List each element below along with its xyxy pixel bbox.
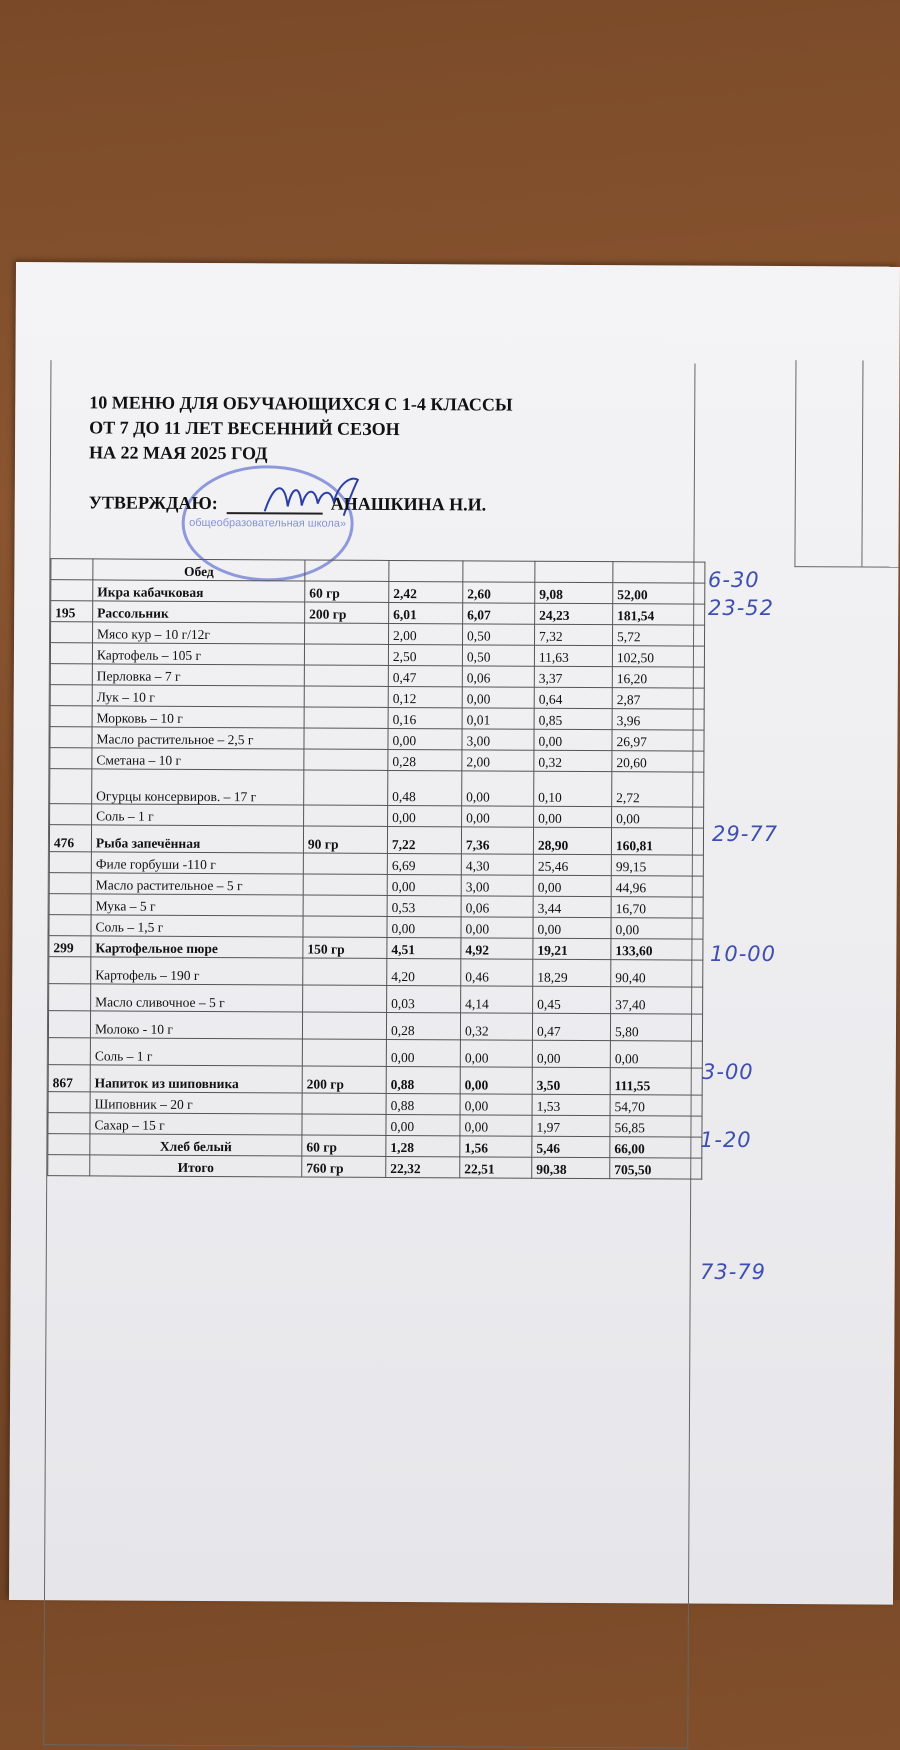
dish-code	[48, 1134, 90, 1155]
value-4: 54,70	[610, 1095, 702, 1116]
value-4: 0,00	[612, 807, 704, 828]
value-3: 0,00	[532, 1040, 610, 1067]
value-1: 0,00	[387, 916, 461, 937]
value-2: 0,00	[462, 771, 534, 806]
portion	[302, 1114, 386, 1135]
value-3: 0,00	[533, 917, 611, 938]
value-2: 0,46	[461, 959, 533, 986]
value-1: 7,22	[387, 826, 461, 853]
dish-name: Итого	[90, 1155, 302, 1177]
value-4: 111,55	[610, 1068, 702, 1095]
value-2: 4,92	[461, 938, 533, 959]
portion	[302, 1012, 386, 1039]
dish-code	[50, 664, 92, 685]
menu-table	[47, 558, 705, 1179]
dish-code	[50, 706, 92, 727]
dish-name: Икра кабачковая	[93, 580, 305, 602]
dish-name: Лук – 10 г	[92, 685, 304, 707]
value-4: 160,81	[611, 828, 703, 855]
dish-name: Огурцы консервиров. – 17 г	[92, 769, 304, 805]
dish-code	[50, 748, 92, 769]
heading-line-3: НА 22 МАЯ 2025 ГОД	[88, 442, 268, 464]
value-1: 6,69	[387, 853, 461, 874]
value-3: 11,63	[534, 645, 612, 666]
value-3: 19,21	[533, 938, 611, 959]
frame-bottom-line	[43, 1744, 688, 1748]
dish-code	[50, 685, 92, 706]
value-2: 0,06	[462, 666, 534, 687]
value-2: 4,14	[461, 986, 533, 1013]
handwritten-price: 29-77	[712, 822, 779, 846]
value-3: 28,90	[533, 827, 611, 854]
table-row	[50, 664, 704, 688]
value-1: 2,42	[389, 581, 463, 602]
dish-name: Мясо кур – 10 г/12г	[93, 622, 305, 644]
dish-code	[48, 1092, 90, 1113]
table-row	[50, 804, 704, 828]
dish-code: 299	[49, 936, 91, 957]
value-2: 4,30	[461, 854, 533, 875]
dish-code	[51, 580, 93, 601]
value-2: 3,00	[461, 875, 533, 896]
dish-name: Рассольник	[93, 601, 305, 623]
value-3: 0,47	[532, 1013, 610, 1040]
value-1: 0,88	[386, 1093, 460, 1114]
value-4: 90,40	[611, 960, 703, 987]
value-3: 1,53	[532, 1094, 610, 1115]
value-3: 0,10	[534, 771, 612, 806]
dish-name: Масло растительное – 5 г	[91, 873, 303, 895]
dish-code: 195	[51, 601, 93, 622]
table-row	[48, 1065, 702, 1095]
dish-name: Морковь – 10 г	[92, 706, 304, 728]
dish-name: Рыба запечённая	[91, 825, 303, 853]
value-3: 9,08	[535, 582, 613, 603]
portion	[304, 728, 388, 749]
table-row	[50, 685, 704, 709]
value-1: 22,32	[386, 1156, 460, 1177]
dish-name: Сметана – 10 г	[92, 748, 304, 770]
signature-line	[226, 511, 322, 515]
value-4: 20,60	[612, 751, 704, 772]
menu-heading	[89, 390, 513, 467]
value-2: 0,50	[462, 645, 534, 666]
dish-code	[49, 873, 91, 894]
approval-line	[89, 492, 486, 515]
dish-name: Масло растительное – 2,5 г	[92, 727, 304, 749]
dish-code	[49, 984, 91, 1011]
value-2: 0,50	[463, 624, 535, 645]
value-2: 2,60	[463, 582, 535, 603]
handwritten-price: 3-00	[702, 1060, 754, 1084]
value-3: 3,37	[534, 666, 612, 687]
value-4: 3,96	[612, 709, 704, 730]
value-4: 5,80	[610, 1014, 702, 1041]
table-row	[51, 601, 705, 625]
dish-name: Мука – 5 г	[91, 894, 303, 916]
portion	[304, 805, 388, 826]
value-3: 0,00	[533, 875, 611, 896]
dish-code	[51, 622, 93, 643]
value-4: 56,85	[610, 1116, 702, 1137]
value-2: 0,00	[460, 1040, 532, 1067]
dish-name: Шиповник – 20 г	[90, 1092, 302, 1114]
dish-code	[48, 1113, 90, 1134]
value-3: 7,32	[535, 624, 613, 645]
dish-name: Напиток из шиповника	[90, 1065, 302, 1093]
table-row	[49, 984, 703, 1014]
value-4: 52,00	[613, 583, 705, 604]
value-1: 6,01	[389, 602, 463, 623]
table-row	[48, 1155, 702, 1179]
portion	[303, 958, 387, 985]
value-3: 25,46	[533, 854, 611, 875]
approver-name: АНАШКИНА Н.И.	[330, 493, 487, 515]
value-1: 0,48	[388, 770, 462, 805]
dish-code	[48, 1011, 90, 1038]
value-4: 16,20	[612, 667, 704, 688]
portion	[302, 1039, 386, 1066]
value-1: 0,00	[386, 1039, 460, 1066]
value-3: 0,45	[533, 986, 611, 1013]
value-4: 0,00	[611, 918, 703, 939]
side-box-divider	[861, 360, 863, 566]
value-4: 44,96	[611, 876, 703, 897]
table-row	[49, 825, 703, 855]
value-4: 2,87	[612, 688, 704, 709]
portion: 60 гр	[302, 1135, 386, 1156]
value-1: 0,00	[388, 805, 462, 826]
portion	[304, 707, 388, 728]
dish-name: Картофель – 105 г	[92, 643, 304, 665]
value-2: 3,00	[462, 729, 534, 750]
table-row	[50, 769, 704, 807]
value-1: 0,28	[386, 1012, 460, 1039]
value-4: 705,50	[610, 1158, 702, 1179]
dish-name: Соль – 1,5 г	[91, 915, 303, 937]
table-row	[48, 1038, 702, 1068]
dish-name: Филе горбуши -110 г	[91, 852, 303, 874]
handwritten-price: 1-20	[700, 1128, 752, 1152]
value-1: 2,00	[389, 623, 463, 644]
value-1: 0,00	[386, 1114, 460, 1135]
portion	[303, 853, 387, 874]
value-4: 0,00	[610, 1041, 702, 1068]
table-row	[49, 915, 703, 939]
table-row	[49, 894, 703, 918]
value-4: 26,97	[612, 730, 704, 751]
value-4: 99,15	[611, 855, 703, 876]
dish-name: Масло сливочное – 5 г	[91, 984, 303, 1012]
table-row	[51, 580, 705, 604]
heading-line-2: ОТ 7 ДО 11 ЛЕТ ВЕСЕННИЙ СЕЗОН	[89, 417, 400, 440]
value-1: 2,50	[388, 644, 462, 665]
portion	[304, 749, 388, 770]
handwritten-price: 6-30	[708, 568, 760, 592]
handwritten-price: 23-52	[708, 596, 775, 620]
value-2: 1,56	[460, 1136, 532, 1157]
table-row	[48, 1011, 702, 1041]
value-1: 0,12	[388, 686, 462, 707]
stamp-text: общеобразовательная школа»	[189, 516, 347, 530]
dish-name: Картофель – 190 г	[91, 957, 303, 985]
value-4: 102,50	[612, 646, 704, 667]
side-box	[794, 360, 900, 568]
value-2: 0,00	[460, 1115, 532, 1136]
value-4: 2,72	[612, 772, 704, 807]
value-4: 37,40	[611, 987, 703, 1014]
value-1: 0,03	[387, 985, 461, 1012]
table-row	[51, 622, 705, 646]
portion	[304, 770, 388, 805]
value-2: 0,00	[460, 1067, 532, 1094]
value-2: 0,00	[460, 1094, 532, 1115]
value-2: 0,00	[462, 806, 534, 827]
value-3: 18,29	[533, 959, 611, 986]
value-3: 0,85	[534, 708, 612, 729]
dish-code	[49, 915, 91, 936]
value-2: 0,00	[461, 917, 533, 938]
dish-code	[49, 852, 91, 873]
portion	[302, 1093, 386, 1114]
dish-name: Картофельное пюре	[91, 936, 303, 958]
value-4: 5,72	[612, 625, 704, 646]
dish-code	[50, 804, 92, 825]
value-1: 0,16	[388, 707, 462, 728]
portion	[303, 874, 387, 895]
table-row	[48, 1113, 702, 1137]
value-3: 1,97	[532, 1115, 610, 1136]
handwritten-price: 10-00	[710, 942, 777, 966]
table-row	[50, 643, 704, 667]
table-row	[49, 873, 703, 897]
portion	[305, 623, 389, 644]
value-2: 7,36	[461, 827, 533, 854]
handwritten-price: 73-79	[700, 1260, 767, 1284]
value-1: 4,51	[387, 937, 461, 958]
value-1: 0,47	[388, 665, 462, 686]
dish-code	[48, 1155, 90, 1176]
portion	[304, 644, 388, 665]
value-2: 0,01	[462, 708, 534, 729]
portion: 90 гр	[303, 826, 387, 853]
table-row	[50, 706, 704, 730]
value-4: 16,70	[611, 897, 703, 918]
value-3: 0,00	[534, 729, 612, 750]
portion: 150 гр	[303, 937, 387, 958]
dish-name: Соль – 1 г	[92, 804, 304, 826]
value-2: 0,00	[462, 687, 534, 708]
dish-code	[50, 769, 92, 804]
portion: 200 гр	[305, 602, 389, 623]
table-row	[49, 957, 703, 987]
value-3: 0,64	[534, 687, 612, 708]
value-3: 0,00	[534, 806, 612, 827]
value-2: 0,32	[460, 1013, 532, 1040]
value-1: 0,00	[387, 874, 461, 895]
value-3: 24,23	[535, 603, 613, 624]
value-3: 90,38	[532, 1157, 610, 1178]
value-3: 3,50	[532, 1067, 610, 1094]
value-1: 0,88	[386, 1066, 460, 1093]
portion	[304, 686, 388, 707]
menu-sheet	[9, 262, 900, 1605]
value-1: 0,00	[388, 728, 462, 749]
dish-code	[48, 1038, 90, 1065]
dish-code	[50, 643, 92, 664]
dish-name: Сахар – 15 г	[90, 1113, 302, 1135]
value-2: 6,07	[463, 603, 535, 624]
value-3: 3,44	[533, 896, 611, 917]
value-2: 22,51	[460, 1157, 532, 1178]
value-1: 1,28	[386, 1135, 460, 1156]
value-2: 0,06	[461, 896, 533, 917]
value-1: 0,53	[387, 895, 461, 916]
section-title: Обед	[93, 559, 305, 581]
dish-code	[49, 957, 91, 984]
portion	[303, 916, 387, 937]
value-3: 0,32	[534, 750, 612, 771]
table-row	[49, 936, 703, 960]
dish-code: 867	[48, 1065, 90, 1092]
dish-name: Перловка – 7 г	[92, 664, 304, 686]
value-1: 4,20	[387, 958, 461, 985]
table-row	[50, 748, 704, 772]
dish-code	[49, 894, 91, 915]
heading-line-1: 10 МЕНЮ ДЛЯ ОБУЧАЮЩИХСЯ С 1-4 КЛАССЫ	[89, 392, 513, 415]
portion: 60 гр	[305, 581, 389, 602]
portion	[304, 665, 388, 686]
value-3: 5,46	[532, 1136, 610, 1157]
portion: 760 гр	[302, 1156, 386, 1177]
portion	[303, 895, 387, 916]
table-row	[49, 852, 703, 876]
table-row	[48, 1092, 702, 1116]
dish-code: 476	[49, 825, 91, 852]
table-row	[50, 727, 704, 751]
dish-name: Хлеб белый	[90, 1134, 302, 1156]
portion: 200 гр	[302, 1066, 386, 1093]
value-1: 0,28	[388, 749, 462, 770]
dish-name: Молоко - 10 г	[90, 1011, 302, 1039]
value-2: 2,00	[462, 750, 534, 771]
value-4: 66,00	[610, 1137, 702, 1158]
value-4: 181,54	[613, 604, 705, 625]
value-4: 133,60	[611, 939, 703, 960]
dish-code	[50, 727, 92, 748]
portion	[303, 985, 387, 1012]
dish-name: Соль – 1 г	[90, 1038, 302, 1066]
approve-label: УТВЕРЖДАЮ:	[88, 492, 218, 514]
